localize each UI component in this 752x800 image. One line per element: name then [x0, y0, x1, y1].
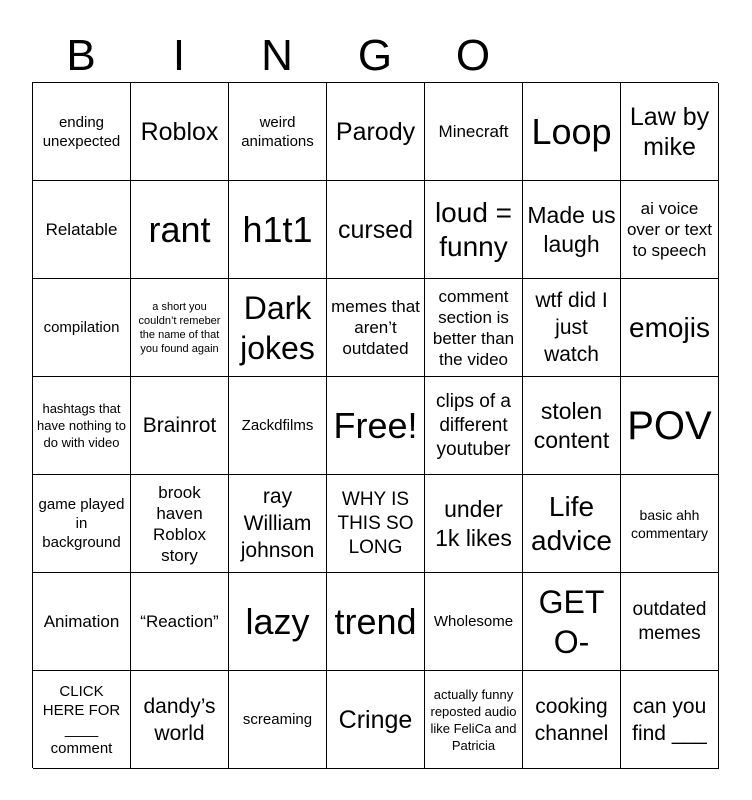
- cell-text: Parody: [335, 117, 416, 146]
- bingo-cell[interactable]: [229, 83, 327, 181]
- cell-text: Free!: [333, 404, 418, 446]
- bingo-cell[interactable]: [327, 475, 425, 573]
- bingo-cell[interactable]: [327, 83, 425, 181]
- cell-text: Cringe: [338, 705, 413, 734]
- cell-text: Loop: [531, 110, 612, 152]
- bingo-cell[interactable]: [523, 377, 621, 475]
- cell-text: WHY IS THIS SO LONG: [337, 488, 414, 558]
- cell-text: POV: [627, 403, 712, 448]
- bingo-grid: [32, 82, 718, 768]
- bingo-cell[interactable]: [33, 475, 131, 573]
- bingo-cell[interactable]: [327, 671, 425, 769]
- bingo-cell[interactable]: [621, 475, 719, 573]
- cell-text: outdated memes: [632, 598, 707, 644]
- cell-text: game played in background: [38, 496, 125, 551]
- bingo-cell[interactable]: [621, 573, 719, 671]
- cell-text: emojis: [629, 311, 710, 343]
- cell-text: Minecraft: [438, 122, 509, 141]
- header-letter-i: I: [172, 31, 186, 80]
- cell-text: basic ahh commentary: [630, 506, 709, 541]
- bingo-cell[interactable]: [229, 475, 327, 573]
- cell-text: under 1k likes: [435, 495, 512, 551]
- header-letter-b: B: [66, 31, 96, 80]
- cell-text: cursed: [337, 215, 414, 244]
- cell-text: memes that aren’t outdated: [331, 297, 420, 358]
- cell-text: actually funny reposted audio like FeliCa and Patricia: [430, 686, 517, 753]
- cell-text: Zackdfilms: [241, 417, 314, 434]
- cell-text: Law by mike: [629, 102, 710, 161]
- bingo-cell[interactable]: [621, 671, 719, 769]
- header-letter-n: N: [261, 31, 293, 80]
- bingo-cell[interactable]: [131, 83, 229, 181]
- bingo-cell[interactable]: [229, 377, 327, 475]
- cell-text: Dark jokes: [240, 289, 315, 366]
- bingo-cell[interactable]: [131, 377, 229, 475]
- bingo-cell[interactable]: [425, 475, 523, 573]
- cell-text: can you find ___: [632, 694, 707, 745]
- bingo-cell[interactable]: [425, 573, 523, 671]
- bingo-cell[interactable]: [523, 671, 621, 769]
- cell-text: ending unexpected: [42, 113, 121, 150]
- bingo-cell[interactable]: [229, 671, 327, 769]
- bingo-cell[interactable]: [523, 573, 621, 671]
- cell-text: compilation: [43, 319, 120, 336]
- bingo-cell[interactable]: [229, 573, 327, 671]
- header-letter-o: O: [455, 31, 491, 80]
- bingo-cell[interactable]: [33, 573, 131, 671]
- bingo-cell[interactable]: [33, 83, 131, 181]
- cell-text: hashtags that have nothing to do with video: [37, 401, 126, 450]
- bingo-cell[interactable]: [33, 377, 131, 475]
- bingo-cell[interactable]: [621, 377, 719, 475]
- cell-text: comment section is better than the video: [432, 286, 515, 369]
- bingo-cell[interactable]: [131, 475, 229, 573]
- cell-text: Animation: [43, 612, 120, 631]
- cell-text: “Reaction”: [140, 612, 219, 631]
- cell-text: Wholesome: [433, 613, 514, 630]
- cell-text: Life advice: [531, 490, 612, 556]
- cell-text: ai voice over or text to speech: [626, 199, 713, 260]
- bingo-cell[interactable]: [425, 671, 523, 769]
- cell-text: loud = funny: [434, 196, 513, 262]
- bingo-cell[interactable]: [621, 181, 719, 279]
- cell-text: Relatable: [45, 220, 118, 239]
- cell-text: GET O-: [538, 583, 605, 660]
- bingo-cell[interactable]: [523, 83, 621, 181]
- bingo-cell[interactable]: [425, 181, 523, 279]
- cell-text: CLICK HERE FOR ____ comment: [42, 682, 121, 757]
- cell-text: rant: [148, 208, 211, 250]
- cell-text: lazy: [245, 600, 310, 642]
- cell-text: a short you couldn’t remeber the name of that you found again: [138, 300, 221, 355]
- cell-text: trend: [334, 600, 417, 642]
- bingo-cell[interactable]: [327, 573, 425, 671]
- bingo-cell[interactable]: [131, 279, 229, 377]
- bingo-header: [32, 30, 718, 82]
- bingo-cell[interactable]: [523, 475, 621, 573]
- bingo-cell[interactable]: [425, 83, 523, 181]
- bingo-cell[interactable]: [523, 279, 621, 377]
- cell-text: Roblox: [140, 117, 219, 146]
- cell-text: ray William johnson: [240, 485, 315, 562]
- bingo-cell[interactable]: [131, 181, 229, 279]
- cell-text: cooking channel: [534, 694, 609, 745]
- bingo-cell[interactable]: [425, 279, 523, 377]
- header-letter-g: G: [357, 31, 393, 80]
- bingo-cell[interactable]: [327, 279, 425, 377]
- cell-text: Brainrot: [142, 414, 217, 437]
- cell-text: weird animations: [241, 113, 314, 150]
- bingo-cell[interactable]: [621, 83, 719, 181]
- bingo-cell[interactable]: [327, 181, 425, 279]
- bingo-cell[interactable]: [33, 279, 131, 377]
- bingo-cell[interactable]: [131, 671, 229, 769]
- cell-text: wtf did I just watch: [535, 289, 608, 366]
- cell-text: dandy’s world: [143, 694, 216, 745]
- bingo-cell[interactable]: [621, 279, 719, 377]
- cell-text: clips of a different youtuber: [436, 390, 511, 460]
- bingo-cell[interactable]: [327, 377, 425, 475]
- bingo-cell[interactable]: [229, 181, 327, 279]
- bingo-cell[interactable]: [33, 671, 131, 769]
- cell-text: brook haven Roblox story: [153, 482, 206, 565]
- cell-text: screaming: [242, 711, 313, 728]
- bingo-cell[interactable]: [131, 573, 229, 671]
- bingo-cell[interactable]: [229, 279, 327, 377]
- bingo-cell[interactable]: [425, 377, 523, 475]
- cell-text: h1t1: [242, 208, 313, 250]
- bingo-cell[interactable]: [523, 181, 621, 279]
- cell-text: stolen content: [533, 397, 610, 453]
- bingo-cell[interactable]: [33, 181, 131, 279]
- cell-text: Made us laugh: [527, 201, 616, 257]
